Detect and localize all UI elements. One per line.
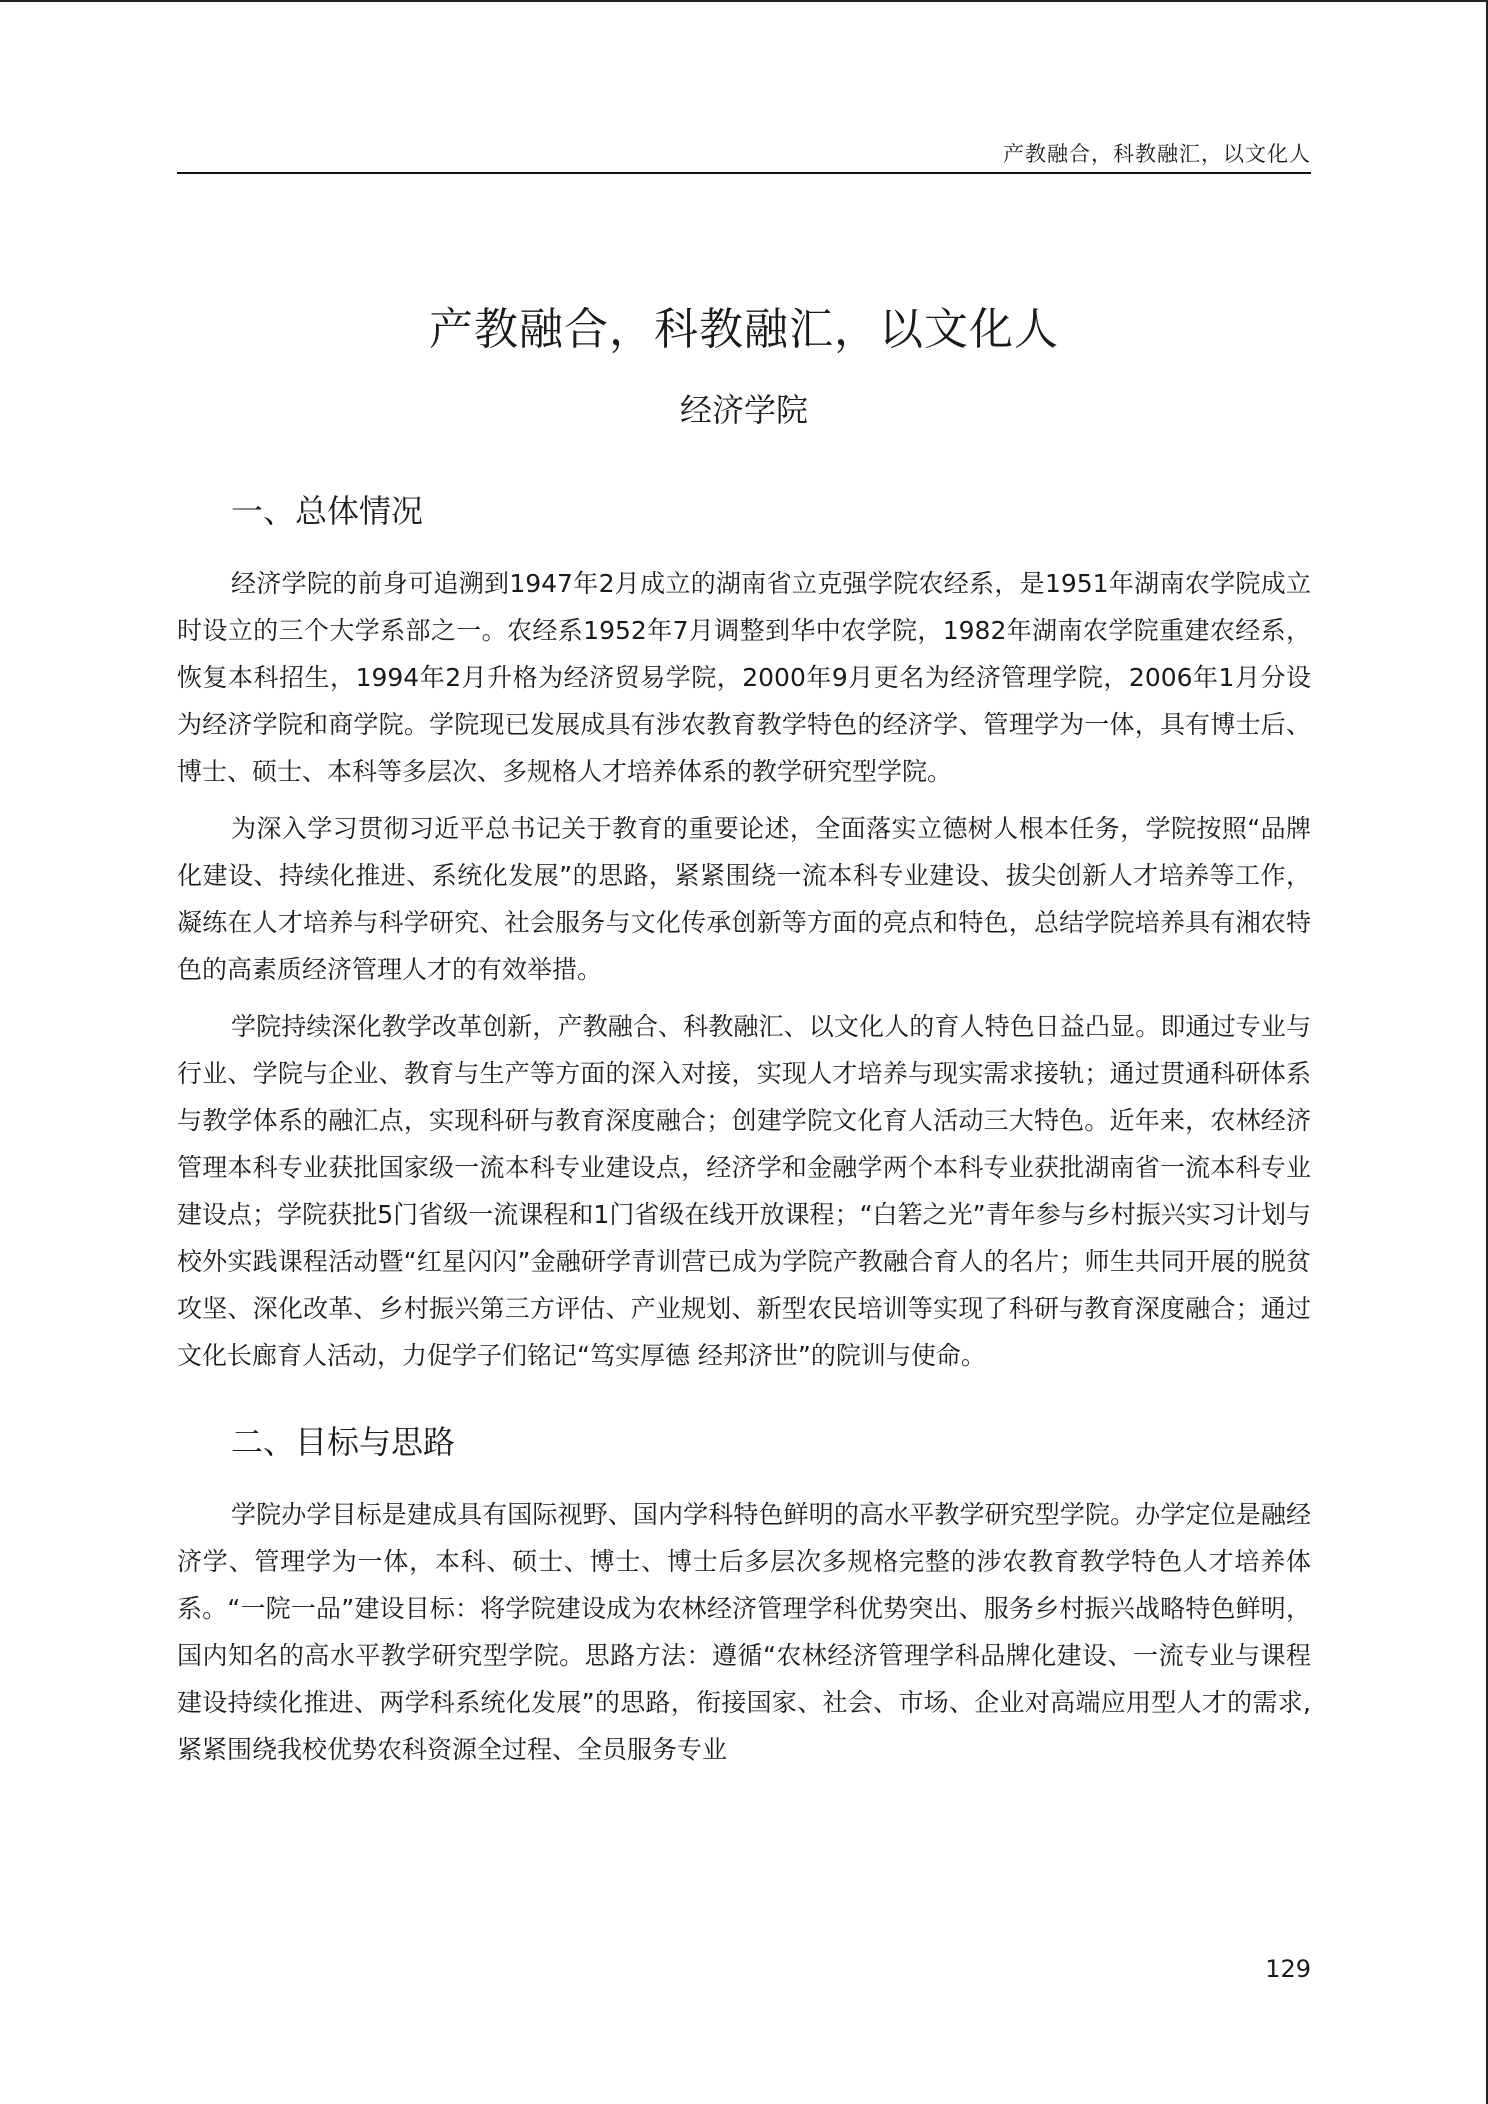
article-title: 产教融合，科教融汇，以文化人 xyxy=(429,304,1059,355)
article-author: 经济学院 xyxy=(679,391,808,429)
page-border-top xyxy=(0,0,1488,2)
page-content xyxy=(177,300,1311,1773)
running-header: 产教融合，科教融汇，以文化人 xyxy=(1003,142,1311,166)
paragraph: 学院持续深化教学改革创新，产教融合、科教融汇、以文化人的育人特色日益凸显。即通过专业与行业、学院与企业、教育与生产等方面的深入对接，实现人才培养与现实需求接轨；通过贯通科研体系与教学体系的融汇点，实现科研与教育深度融合；创建学院文化育人活动三大特色。近年来，农林经济管理本科专业获批国家级一流本科专业建设点，经济学和金融学两个本科专业获批湖南省一流本科专业建设点；学院获批5门省级一流课程和1门省级在线开放课程；“白箬之光”青年参与乡村振兴实习计划与校外实践课程活动暨“红星闪闪”金融研学青训营已成为学院产教融合育人的名片；师生共同开展的脱贫攻坚、深化改革、乡村振兴第三方评估、产业规划、新型农民培训等实现了科研与教育深度融合；通过文化长廊育人活动，力促学子们铭记“笃实厚德 经邦济世”的院训与使命。 xyxy=(177,1012,1311,1370)
header-rule xyxy=(177,172,1311,174)
paragraph: 为深入学习贯彻习近平总书记关于教育的重要论述，全面落实立德树人根本任务，学院按照“品牌化建设、持续化推进、系统化发展”的思路，紧紧围绕一流本科专业建设、拔尖创新人才培养等工作，凝练在人才培养与科学研究、社会服务与文化传承创新等方面的亮点和特色，总结学院培养具有湘农特色的高素质经济管理人才的有效举措。 xyxy=(177,814,1311,984)
section-heading-overview: 一、总体情况 xyxy=(231,492,424,530)
paragraph: 学院办学目标是建成具有国际视野、国内学科特色鲜明的高水平教学研究型学院。办学定位是融经济学、管理学为一体，本科、硕士、博士、博士后多层次多规格完整的涉农教育教学特色人才培养体系。“一院一品”建设目标：将学院建设成为农林经济管理学科优势突出、服务乡村振兴战略特色鲜明，国内知名的高水平教学研究型学院。思路方法：遵循“农林经济管理学科品牌化建设、一流专业与课程建设持续化推进、两学科系统化发展”的思路，衔接国家、社会、市场、企业对高端应用型人才的需求,紧紧围绕我校优势农科资源全过程、全员服务专业 xyxy=(177,1500,1311,1764)
paragraph: 经济学院的前身可追溯到1947年2月成立的湖南省立克强学院农经系，是1951年湖南农学院成立时设立的三个大学系部之一。农经系1952年7月调整到华中农学院，1982年湖南农学院重建农经系，恢复本科招生，1994年2月升格为经济贸易学院，2000年9月更名为经济管理学院，2006年1月分设为经济学院和商学院。学院现已发展成具有涉农教育教学特色的经济学、管理学为一体，具有博士后、博士、硕士、本科等多层次、多规格人才培养体系的教学研究型学院。 xyxy=(177,569,1311,786)
page-number: 129 xyxy=(1265,1955,1311,1983)
section-heading-goals: 二、目标与思路 xyxy=(231,1423,456,1461)
